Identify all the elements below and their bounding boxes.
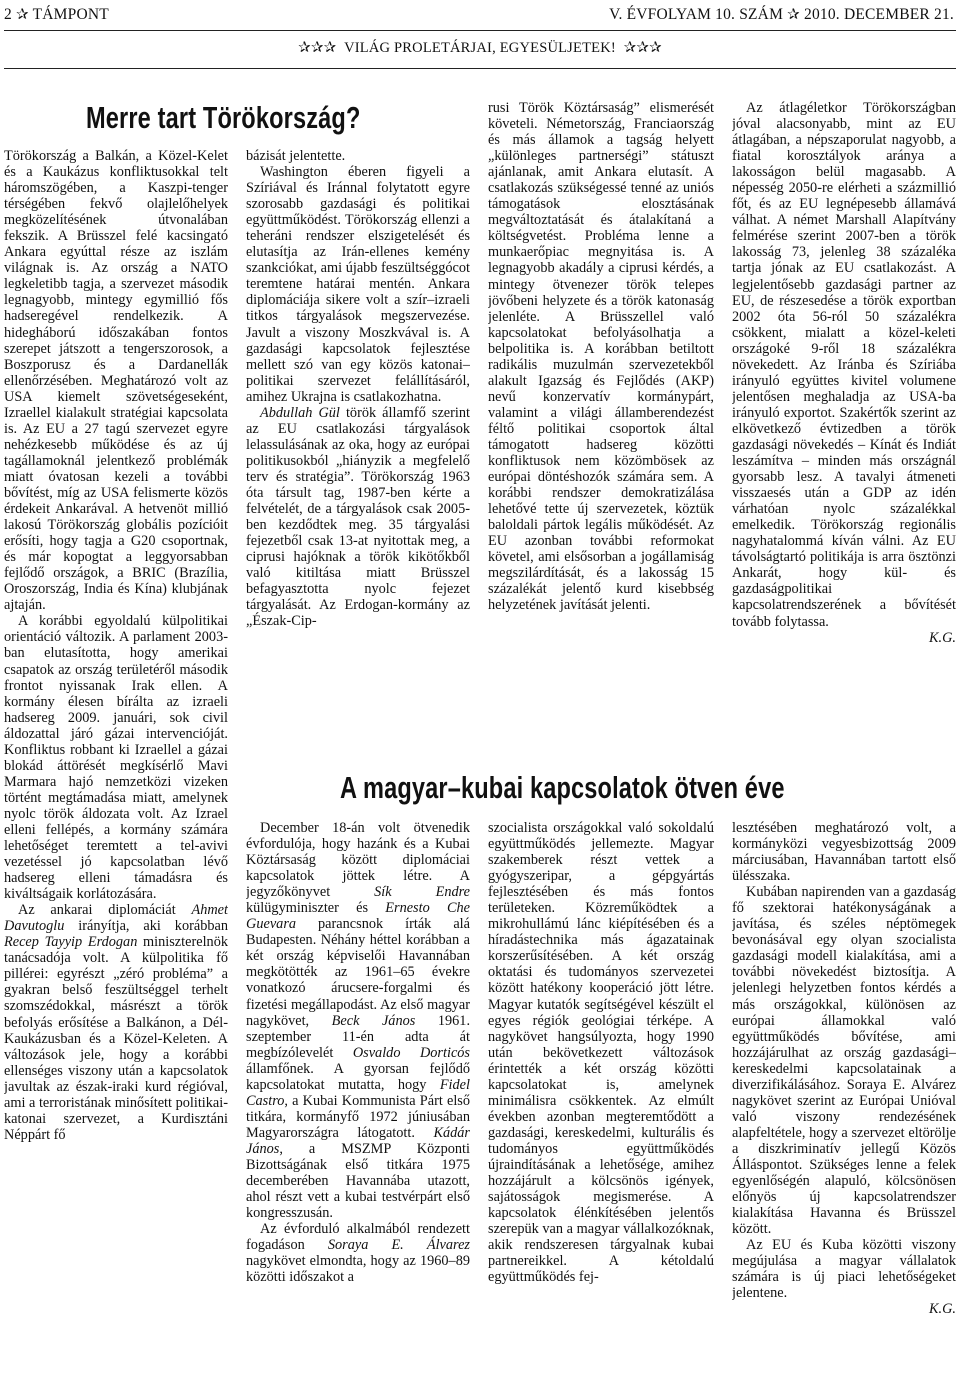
paragraph: bázisát jelentette. <box>246 148 346 164</box>
paragraph: Abdullah Gül török államfő szerint az EU csatlakozási tárgyalások lelassulásának az oka, hogy az európai politikusokból „hiányzik a megfelelő terv és stratégia”. Törökország 1963 óta társult tag, 1987-ben kérte a felvételét, de a tárgyalások csak 2005-ben kezdődtek meg. 35 tárgyalási fejezetből csak 13-at nyitottak meg, a ciprusi hajóknak a török kikötőkből való kitiltása miatt Brüsszel befagyasztotta nyolc fejezet tárgyalását. Az Erdogan-kormány az „Észak-Cip- <box>246 404 470 630</box>
paragraph: Washington éberen figyeli a Szíriával és Iránnal folytatott egyre szorosabb gazdasági és politikai együttműködést. Törökország ellenzi a teheráni rendszer elszigetelését és elutasítja az Irán-ellenes kemény szankciókat, ami újabb feszültséggócot teremtene határai mentén. Ankara diplomáciája sikere volt a szír–izraeli titkos tárgyalások megszervezése. Javult a viszony Moszkvával is. A gazdasági kapcsolatok fejlesztése mellett szó van egy közös katonai–politikai szervezet felállításáról, amihez Ukrajna is csatlakozhatna. <box>246 164 470 405</box>
person-name: Recep Tayyip Erdogan <box>4 934 138 951</box>
article2-column-3 <box>488 820 714 1385</box>
motto-text: VILÁG PROLETÁRJAI, EGYESÜLJETEK! <box>344 40 616 56</box>
motto-rule <box>4 68 956 69</box>
article1-column-3 <box>488 100 714 760</box>
person-name: Sík Endre <box>374 884 470 901</box>
paragraph: Az átlagéletkor Törökországban jóval alacsonyabb, mint az EU átlagában, a népszaporulat nagyobb, a fiatal korosztályok aránya a lakosságon belül magasabb. A népesség 2050-re elérheti a százmillió főt, és az EU legnépesebb államává válhat. A német Marshall Alapítvány felmérése szerint 2007-ben a török lakosság 73, jelenleg 38 százaléka tartja jónak az EU csatlakozást. A legjelentősebb gazdasági partner az EU, de részesedése a török exportban 2002 óta 56-ról 50 százalékra csökkent, mialatt a közel-keleti országoké 9-ről 18 százalékra növekedett. Az Iránba és Szíriába irányuló együttes kivitel volumene jelentősen meghaladja az USA-ba irányuló exportot. Szakértők szerint az elkövetkező évtizedben a török gazdasági növekedés – Kínát és Indiát leszámítva – minden más országnál gyorsabb lesz. A tavalyi átmeneti visszaesés után a GDP az idén várhatóan nyolc százalékkal emelkedik. Törökország regionális nagyhatalommá kíván válni. Az EU távolságtartó politikája is arra ösztönzi Ankarát, hogy kül- és gazdaságpolitikai kapcsolatrendszerének a bővítését tovább folytassa. <box>732 100 956 630</box>
article1-column-1 <box>4 148 228 1385</box>
article2-headline: A magyar–kubai kapcsolatok ötven éve <box>340 770 785 805</box>
article1-headline: Merre tart Törökország? <box>86 100 361 135</box>
person-name: Kádár János <box>246 1124 470 1157</box>
issue-date: 2010. DECEMBER 21. <box>804 6 954 23</box>
paragraph: Kubában napirenden van a gazdaság fő szektorai hatékonyságának a javítása, és széles néptömegek bevonásával egy olyan szocialista gazdasági modell kialakítása, ami a további növekedést biztosítja. A jelenlegi helyzetben fontos kérdés a más országokkal, különösen az európai államokkal való együttműködés bővítése, ami hozzájárulhat az ország gazdasági–kereskedelmi kapcsolatainak a diverzifikálásához. Soraya E. Alvárez nagykövet szerint az Európai Unióval való viszony rendezésének alapfeltétele, hogy a szervezet eltörölje a diszkriminatív jellegű Közös Álláspontot. Szükséges lenne a felek egyenlőségén alapuló, kölcsönösen előnyös új kapcsolatrendszer kialakítása Havanna és Brüsszel között. <box>732 884 956 1238</box>
author-signature: K.G. <box>928 629 956 646</box>
star-icon: ✰ <box>623 40 637 56</box>
paragraph: szocialista országokkal való sokoldalú együttműködés jellemezte. Magyar szakemberek részt vettek a gyógyszeripar, a gépgyártás fejlesztésében és más fontos területeken. Közreműködtek a mikrohullámú lánc kiépítésében és a híradástechnika más ágazatainak korszerűsítésében. A két ország oktatási és tudományos szervezetei között hatékony kooperáció jött létre. Magyar kutatók segítségével készült el egyes régiók geológiai térképe. A nagykövet hangsúlyozta, hogy 1990 után bekövetkezett változások érintették a két ország közötti kapcsolatokat is, amelynek minimálisra csökkentek. Az elmúlt években azonban megteremtődött a gazdasági, kereskedelmi, kulturális és tudományos együttműködés újraindításának a lehetősége, amihez hozzájárult a kölcsönös igények, sajátosságok megismerése. A kapcsolatok élénkítésében jelentős szerepük van a magyar vállalkozóknak, akik rendszeresen tárgyalnak kubai partnereikkel. A kétoldalú együttműködés fej- <box>488 820 714 1286</box>
person-name: Ahmet Davutoglu <box>4 902 228 935</box>
paragraph: rusi Török Köztársaság” elismerését követeli. Németország, Franciaország és más államok a tagság helyett „különleges partnerségi” státuszt ajánlanak, amit Ankara elutasít. A csatlakozás szükségessé tenné az uniós támogatások elosztásának megváltoztatását és átalakítaná a költségvetést. Probléma lenne a munkaerőpiac megnyitása is. A legnagyobb akadály a ciprusi kérdés, a mintegy ötvenezer török telepes jövőbeni helyzete és a török katonaság jelenléte. A Brüsszellel való kapcsolatokat befolyásolhatja a belpolitika is. A korábban betiltott radikális muzulmán szervezetekből alakult Igazság és Fejlődés (AKP) nevű konzervatív kormánypárt, valamint a világi államberendezést féltő politikai csoportok által támogatott hadsereg közötti konfliktusok nem közömbösek az európai döntéshozók számára sem. A korábbi rendszer demokratizálása lehetővé tette új szervezetek, köztük baloldali pártok legális működését. Az EU azonban további reformokat követel, ami elsősorban a jogállamiság megszilárdítását, és a lakosság 15 százalékát jelentő kurd kisebbség helyzetének javítását jelenti. <box>488 100 714 614</box>
page-number: 2 <box>4 6 12 23</box>
person-name: Fidel Castro <box>246 1076 470 1109</box>
issue-label: V. ÉVFOLYAM 10. SZÁM <box>609 6 784 23</box>
star-icon: ✰ <box>16 7 29 23</box>
star-icon: ✰ <box>787 7 800 23</box>
star-icon: ✰ <box>323 40 337 56</box>
person-name: Beck János <box>331 1012 416 1029</box>
paragraph: Törökország a Balkán, a Közel-Kelet és a Kaukázus konfliktusokkal telt háromszögében, a Kaszpi-tenger térségében fekvő olajlelőhelyek megközelítésének útvonalában fekszik. A Brüsszel felé kacsingató Ankara egyúttal része az iszlám világnak is. Az ország a NATO legkeletibb tagja, a szervezet második legnagyobb, mintegy egymillió fős hadseregével rendelkezik. A hidegháború időszakában fontos szerepet játszott a tengerszorosok, a Boszporusz és a Dardanellák ellenőrzésében. Meghatározó volt az USA kiemelt szövetségeseként, Izraellel kialakult stratégiai kapcsolata is. Az EU a 27 tagú szervezet egyre nehézkesebb működése és az új tagállamoknál jelentkező problémák miatt óvatosan kezeli a további bővítést, míg az USA felismerte közös érdekeit Ankarával. A hetvenöt millió lakosú Törökország globális pozícióit erősíti, hogy tagja a G20 csoportnak, és már kopogtat a leggyorsabban fejlődő országok, a BRIC (Brazília, Oroszország, India és Kína) klubjának ajtaján. <box>4 148 228 614</box>
paper-name: TÁMPONT <box>32 6 109 23</box>
header-right <box>609 6 954 24</box>
article1-column-2 <box>246 148 470 762</box>
person-name: Osvaldo Dorticós <box>352 1044 470 1061</box>
star-icon: ✰ <box>649 40 662 56</box>
header-rule <box>4 30 956 31</box>
paragraph: Az ankarai diplomáciát Ahmet Davutoglu irányítja, aki korábban Recep Tayyip Erdogan miniszterelnök tanácsadója volt. A külpolitika fő pillérei: egyrészt „zéró probléma” a gyakran belső feszültséggel terhelt szomszédokkal, másrészt a török befolyás erősítése a Balkánon, a Dél-Kaukázusban és a Közel-Keleten. A változások jele, hogy a korábbi ellenséges viszony után a kapcsolatok javultak az észak-iraki kurd régióval, ami a terroristának minősített politikai-katonai szervezet, a Kurdisztáni Néppárt fő <box>4 902 228 1143</box>
paragraph: Az EU és Kuba közötti viszony megújulása a magyar vállalatok számára is új piaci lehetőségeket jelentene. <box>732 1237 956 1302</box>
article1-column-4 <box>732 100 956 760</box>
paragraph: A korábbi egyoldalú külpolitikai orientáció változik. A parlament 2003-ban elutasította, hogy amerikai csapatok az ország területéről második frontot nyissanak Irak ellen. A kormány élesen bírálta az izraeli hadsereg 2009. januári, sok civil áldozattal járó gázai intervencióját. Konfliktus robbant ki Izraellel a gázai blokád áttörését megkísérlő Mavi Marmara hajó nemzetközi vizeken történt megtámadása miatt, amelynek nyolc török áldozata volt. Az Izrael elleni fellépés, a kormány számára lehetőséget teremtett a tel-avivi vezetéssel jó kapcsolatban lévő hadsereg elleni támadásra és kiváltságaik korlátozására. <box>4 613 228 903</box>
star-icon: ✰ <box>298 40 311 56</box>
person-name: Abdullah Gül <box>260 404 340 421</box>
author-signature: K.G. <box>928 1301 956 1318</box>
motto <box>0 40 960 57</box>
star-icon: ✰ <box>636 40 650 56</box>
article2-column-2 <box>246 820 470 1385</box>
paragraph: lesztésében meghatározó volt, a kormányközi vegyesbizottság 2009 márciusában, Havannában tartott első ülésszaka. <box>732 820 956 885</box>
person-name: Ernesto Che Guevara <box>246 900 470 933</box>
article2-column-4 <box>732 820 956 1385</box>
header-left <box>4 6 109 24</box>
star-icon: ✰ <box>310 40 324 56</box>
person-name: Soraya E. Álvarez <box>327 1237 470 1254</box>
paragraph: Az évforduló alkalmából rendezett fogadáson Soraya E. Álvarez nagykövet elmondta, hogy az 1960–89 közötti időszakot a <box>246 1221 470 1286</box>
paragraph: December 18-án volt ötvenedik évfordulója, hogy hazánk és a Kubai Köztársaság között diplomáciai kapcsolatok jöttek létre. A jegyzőkönyvet Sík Endre külügyminiszter és Ernesto Che Guevara parancsnok írták alá Budapesten. Néhány héttel korábban a két ország képviselői Havannában megkötötték az 1961–65 évekre vonatkozó árucsere-forgalmi és fizetési megállapodást. Az első magyar nagykövet, Beck János 1961. szeptember 11-én adta át megbízólevelét Osvaldo Dorticós államfőnek. A gyorsan fejlődő kapcsolatokat mutatta, hogy Fidel Castro, a Kubai Kommunista Párt első titkára, kormányfő 1972 júniusában Magyarországra látogatott. Kádár János, a MSZMP Központi Bizottságának első titkára 1975 decemberében Havannába utazott, ahol részt vett a kubai testvérpárt első kongresszusán. <box>246 820 470 1222</box>
